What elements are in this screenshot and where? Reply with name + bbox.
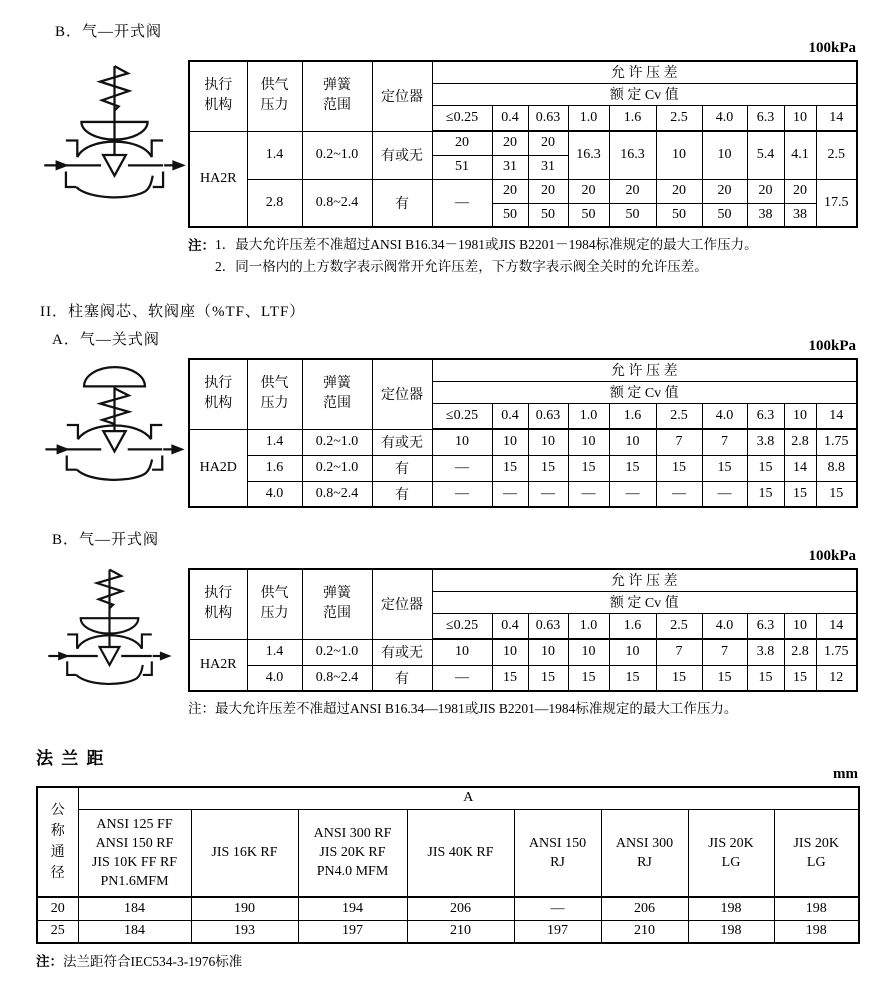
table-row xyxy=(189,481,857,507)
dp-value-cell: — xyxy=(492,481,528,507)
dp-value-cell: — xyxy=(432,179,492,227)
supply-cell: 1.4 xyxy=(247,429,302,455)
cv-col-header: 10 xyxy=(784,613,816,639)
dp-value-cell: — xyxy=(432,481,492,507)
flange-col-header: ANSI 150 RJ xyxy=(514,809,601,897)
note-flange xyxy=(36,950,242,970)
pressure-table-a2 xyxy=(188,358,858,508)
dp-value-cell: 15 xyxy=(568,455,609,481)
cv-col-header: 0.63 xyxy=(528,105,568,131)
dp-value-cell: 1.75 xyxy=(816,639,857,665)
flange-col-header: JIS 16K RF xyxy=(191,809,298,897)
supply-cell: 2.8 xyxy=(247,179,302,227)
flange-col-header: ANSI 125 FF ANSI 150 RF JIS 10K FF RF PN1.6MFM xyxy=(78,809,191,897)
spring-cell: 0.2~1.0 xyxy=(302,639,372,665)
note-line: 法兰距符合IEC534-3-1976标准 xyxy=(63,954,243,969)
actuator-cell: HA2D xyxy=(189,429,247,507)
pressure-unit-label: 100kPa xyxy=(808,338,856,354)
dp-value-cell: 20 xyxy=(432,131,492,155)
header-positioner: 定位器 xyxy=(372,569,432,639)
supply-cell: 1.4 xyxy=(247,131,302,179)
cv-col-header: 1.6 xyxy=(609,613,656,639)
air-close-valve-icon xyxy=(42,362,187,490)
dp-value-cell: 14 xyxy=(784,455,816,481)
flange-col-header: ANSI 300 RF JIS 20K RF PN4.0 MFM xyxy=(298,809,407,897)
flange-col-header: JIS 20K LG xyxy=(688,809,774,897)
dp-value-cell: 50 xyxy=(568,203,609,227)
header-supply: 供气 压力 xyxy=(247,569,302,639)
dp-value-cell: 16.3 xyxy=(609,131,656,179)
table-row xyxy=(189,179,857,203)
cv-col-header: 4.0 xyxy=(702,613,747,639)
cv-col-header: 4.0 xyxy=(702,403,747,429)
positioner-cell: 有或无 xyxy=(372,429,432,455)
dp-value-cell: 3.8 xyxy=(747,429,784,455)
dp-value-cell: 15 xyxy=(656,455,702,481)
dp-value-cell: — xyxy=(432,455,492,481)
dp-value-cell: 4.1 xyxy=(784,131,816,179)
header-rated-cv: 额 定 Cv 值 xyxy=(432,591,857,613)
flange-value-cell: 198 xyxy=(688,920,774,943)
dn-cell: 20 xyxy=(37,897,78,920)
cv-col-header: 2.5 xyxy=(656,105,702,131)
flange-value-cell: 197 xyxy=(514,920,601,943)
positioner-cell: 有或无 xyxy=(372,639,432,665)
flange-col-header: JIS 40K RF xyxy=(407,809,514,897)
positioner-cell: 有 xyxy=(372,665,432,691)
dp-value-cell: 31 xyxy=(492,155,528,179)
positioner-cell: 有或无 xyxy=(372,131,432,179)
positioner-cell: 有 xyxy=(372,179,432,227)
dp-value-cell: — xyxy=(702,481,747,507)
header-allow-dp: 允 许 压 差 xyxy=(432,569,857,591)
dp-value-cell: 10 xyxy=(609,429,656,455)
cv-col-header: ≤0.25 xyxy=(432,105,492,131)
dp-value-cell: 38 xyxy=(784,203,816,227)
header-supply: 供气 压力 xyxy=(247,61,302,131)
dp-value-cell: 31 xyxy=(528,155,568,179)
dp-value-cell: 10 xyxy=(568,639,609,665)
dp-value-cell: — xyxy=(609,481,656,507)
cv-col-header: ≤0.25 xyxy=(432,403,492,429)
flange-value-cell: 184 xyxy=(78,920,191,943)
spring-cell: 0.2~1.0 xyxy=(302,429,372,455)
header-actuator: 执行 机构 xyxy=(189,569,247,639)
dp-value-cell: 51 xyxy=(432,155,492,179)
flange-value-cell: 206 xyxy=(407,897,514,920)
dp-value-cell: 15 xyxy=(492,455,528,481)
flange-value-cell: 206 xyxy=(601,897,688,920)
spring-cell: 0.8~2.4 xyxy=(302,665,372,691)
note-table3 xyxy=(188,697,737,717)
flange-value-cell: 198 xyxy=(774,920,859,943)
cv-col-header: 0.4 xyxy=(492,403,528,429)
section-a2-heading: A．气—关式阀 xyxy=(52,332,160,348)
dp-value-cell: 2.8 xyxy=(784,639,816,665)
dp-value-cell: 10 xyxy=(702,131,747,179)
flange-value-cell: 190 xyxy=(191,897,298,920)
header-positioner: 定位器 xyxy=(372,359,432,429)
cv-col-header: 6.3 xyxy=(747,403,784,429)
cv-col-header: 10 xyxy=(784,403,816,429)
length-unit-label: mm xyxy=(833,766,858,782)
dp-value-cell: 20 xyxy=(702,179,747,203)
header-allow-dp: 允 许 压 差 xyxy=(432,61,857,83)
pressure-table-b1 xyxy=(188,60,858,228)
cv-col-header: 1.6 xyxy=(609,105,656,131)
note-line: 2．同一格内的上方数字表示阀常开允许压差，下方数字表示阀全关时的允许压差。 xyxy=(215,259,708,274)
dp-value-cell: 2.5 xyxy=(816,131,857,179)
note-line: 注：最大允许压差不准超过ANSI B16.34—1981或JIS B2201—1984标准规定的最大工作压力。 xyxy=(188,701,738,716)
dp-value-cell: 10 xyxy=(432,429,492,455)
cv-col-header: 2.5 xyxy=(656,403,702,429)
table-row xyxy=(189,131,857,155)
actuator-cell: HA2R xyxy=(189,131,247,227)
header-allow-dp: 允 许 压 差 xyxy=(432,359,857,381)
dp-value-cell: 15 xyxy=(816,481,857,507)
dp-value-cell: 5.4 xyxy=(747,131,784,179)
section-b1-heading: B．气—开式阀 xyxy=(55,24,163,40)
header-rated-cv: 额 定 Cv 值 xyxy=(432,83,857,105)
section-2-heading: II．柱塞阀芯、软阀座（%TF、LTF） xyxy=(40,304,306,320)
flange-section-heading: 法 兰 距 xyxy=(36,749,106,768)
table-row xyxy=(189,429,857,455)
header-supply: 供气 压力 xyxy=(247,359,302,429)
table-row xyxy=(189,455,857,481)
pressure-unit-label: 100kPa xyxy=(808,548,856,564)
dp-value-cell: 50 xyxy=(492,203,528,227)
dp-value-cell: — xyxy=(432,665,492,691)
dp-value-cell: 15 xyxy=(528,455,568,481)
dp-value-cell: 20 xyxy=(568,179,609,203)
header-actuator: 执行 机构 xyxy=(189,61,247,131)
dp-value-cell: — xyxy=(656,481,702,507)
spring-cell: 0.2~1.0 xyxy=(302,131,372,179)
cv-col-header: 1.0 xyxy=(568,403,609,429)
flange-value-cell: — xyxy=(514,897,601,920)
note-line: 1．最大允许压差不准超过ANSI B16.34－1981或JIS B2201－1984标准规定的最大工作压力。 xyxy=(215,237,758,252)
section-b2-heading: B．气—开式阀 xyxy=(52,532,160,548)
dn-cell: 25 xyxy=(37,920,78,943)
dp-value-cell: 16.3 xyxy=(568,131,609,179)
dp-value-cell: — xyxy=(568,481,609,507)
dp-value-cell: 20 xyxy=(528,179,568,203)
dp-value-cell: 7 xyxy=(702,639,747,665)
dp-value-cell: 15 xyxy=(747,455,784,481)
dp-value-cell: 10 xyxy=(609,639,656,665)
flange-value-cell: 184 xyxy=(78,897,191,920)
dp-value-cell: 15 xyxy=(609,665,656,691)
dp-value-cell: 15 xyxy=(568,665,609,691)
dp-value-cell: 10 xyxy=(528,429,568,455)
supply-cell: 1.6 xyxy=(247,455,302,481)
cv-col-header: ≤0.25 xyxy=(432,613,492,639)
air-open-valve-icon xyxy=(42,62,187,217)
dp-value-cell: 10 xyxy=(528,639,568,665)
dp-value-cell: 15 xyxy=(747,481,784,507)
dp-value-cell: 15 xyxy=(702,665,747,691)
dp-value-cell: 50 xyxy=(609,203,656,227)
dp-value-cell: 20 xyxy=(656,179,702,203)
dp-value-cell: 10 xyxy=(568,429,609,455)
dp-value-cell: 12 xyxy=(816,665,857,691)
cv-col-header: 14 xyxy=(816,403,857,429)
supply-cell: 4.0 xyxy=(247,481,302,507)
dp-value-cell: 8.8 xyxy=(816,455,857,481)
supply-cell: 4.0 xyxy=(247,665,302,691)
dp-value-cell: 7 xyxy=(702,429,747,455)
header-actuator: 执行 机构 xyxy=(189,359,247,429)
actuator-cell: HA2R xyxy=(189,639,247,691)
dp-value-cell: 50 xyxy=(702,203,747,227)
pressure-unit-label: 100kPa xyxy=(808,40,856,56)
dp-value-cell: 50 xyxy=(656,203,702,227)
header-rated-cv: 额 定 Cv 值 xyxy=(432,381,857,403)
dp-value-cell: 10 xyxy=(656,131,702,179)
positioner-cell: 有 xyxy=(372,481,432,507)
cv-col-header: 4.0 xyxy=(702,105,747,131)
dp-value-cell: 17.5 xyxy=(816,179,857,227)
header-nominal-diameter: 公 称 通 径 xyxy=(37,787,78,897)
cv-col-header: 14 xyxy=(816,105,857,131)
header-spring: 弹簧 范围 xyxy=(302,61,372,131)
flange-value-cell: 194 xyxy=(298,897,407,920)
header-spring: 弹簧 范围 xyxy=(302,359,372,429)
flange-value-cell: 198 xyxy=(688,897,774,920)
dp-value-cell: 3.8 xyxy=(747,639,784,665)
cv-col-header: 10 xyxy=(784,105,816,131)
dp-value-cell: 1.75 xyxy=(816,429,857,455)
dp-value-cell: 15 xyxy=(656,665,702,691)
header-positioner: 定位器 xyxy=(372,61,432,131)
dp-value-cell: 15 xyxy=(784,665,816,691)
flange-col-header: ANSI 300 RJ xyxy=(601,809,688,897)
flange-value-cell: 193 xyxy=(191,920,298,943)
flange-value-cell: 210 xyxy=(601,920,688,943)
note-label: 注： xyxy=(188,238,215,253)
header-spring: 弹簧 范围 xyxy=(302,569,372,639)
dp-value-cell: 20 xyxy=(747,179,784,203)
air-open-valve-icon xyxy=(42,566,177,701)
cv-col-header: 14 xyxy=(816,613,857,639)
dp-value-cell: 2.8 xyxy=(784,429,816,455)
cv-col-header: 2.5 xyxy=(656,613,702,639)
spring-cell: 0.2~1.0 xyxy=(302,455,372,481)
cv-col-header: 0.63 xyxy=(528,403,568,429)
cv-col-header: 1.6 xyxy=(609,403,656,429)
note-table1 xyxy=(188,234,758,278)
table-row xyxy=(189,639,857,665)
dp-value-cell: 10 xyxy=(492,429,528,455)
flange-col-header: JIS 20K LG xyxy=(774,809,859,897)
spring-cell: 0.8~2.4 xyxy=(302,179,372,227)
cv-col-header: 1.0 xyxy=(568,105,609,131)
dp-value-cell: 7 xyxy=(656,639,702,665)
flange-value-cell: 198 xyxy=(774,897,859,920)
header-dimension-a: A xyxy=(78,787,859,809)
dp-value-cell: 15 xyxy=(528,665,568,691)
cv-col-header: 6.3 xyxy=(747,105,784,131)
dp-value-cell: 20 xyxy=(784,179,816,203)
cv-col-header: 6.3 xyxy=(747,613,784,639)
dp-value-cell: 15 xyxy=(702,455,747,481)
dp-value-cell: 20 xyxy=(528,131,568,155)
dp-value-cell: 10 xyxy=(432,639,492,665)
positioner-cell: 有 xyxy=(372,455,432,481)
dp-value-cell: 20 xyxy=(492,131,528,155)
dp-value-cell: 7 xyxy=(656,429,702,455)
dp-value-cell: 20 xyxy=(492,179,528,203)
supply-cell: 1.4 xyxy=(247,639,302,665)
flange-value-cell: 197 xyxy=(298,920,407,943)
dp-value-cell: 50 xyxy=(528,203,568,227)
dp-value-cell: — xyxy=(528,481,568,507)
flange-value-cell: 210 xyxy=(407,920,514,943)
table-row xyxy=(37,897,859,920)
table-row xyxy=(189,665,857,691)
dp-value-cell: 38 xyxy=(747,203,784,227)
cv-col-header: 1.0 xyxy=(568,613,609,639)
table-row xyxy=(37,920,859,943)
dp-value-cell: 15 xyxy=(609,455,656,481)
note-label: 注： xyxy=(36,954,63,969)
spring-cell: 0.8~2.4 xyxy=(302,481,372,507)
dp-value-cell: 10 xyxy=(492,639,528,665)
dp-value-cell: 20 xyxy=(609,179,656,203)
dp-value-cell: 15 xyxy=(747,665,784,691)
pressure-table-b2 xyxy=(188,568,858,692)
dp-value-cell: 15 xyxy=(784,481,816,507)
flange-distance-table xyxy=(36,786,860,944)
cv-col-header: 0.63 xyxy=(528,613,568,639)
dp-value-cell: 15 xyxy=(492,665,528,691)
cv-col-header: 0.4 xyxy=(492,613,528,639)
cv-col-header: 0.4 xyxy=(492,105,528,131)
